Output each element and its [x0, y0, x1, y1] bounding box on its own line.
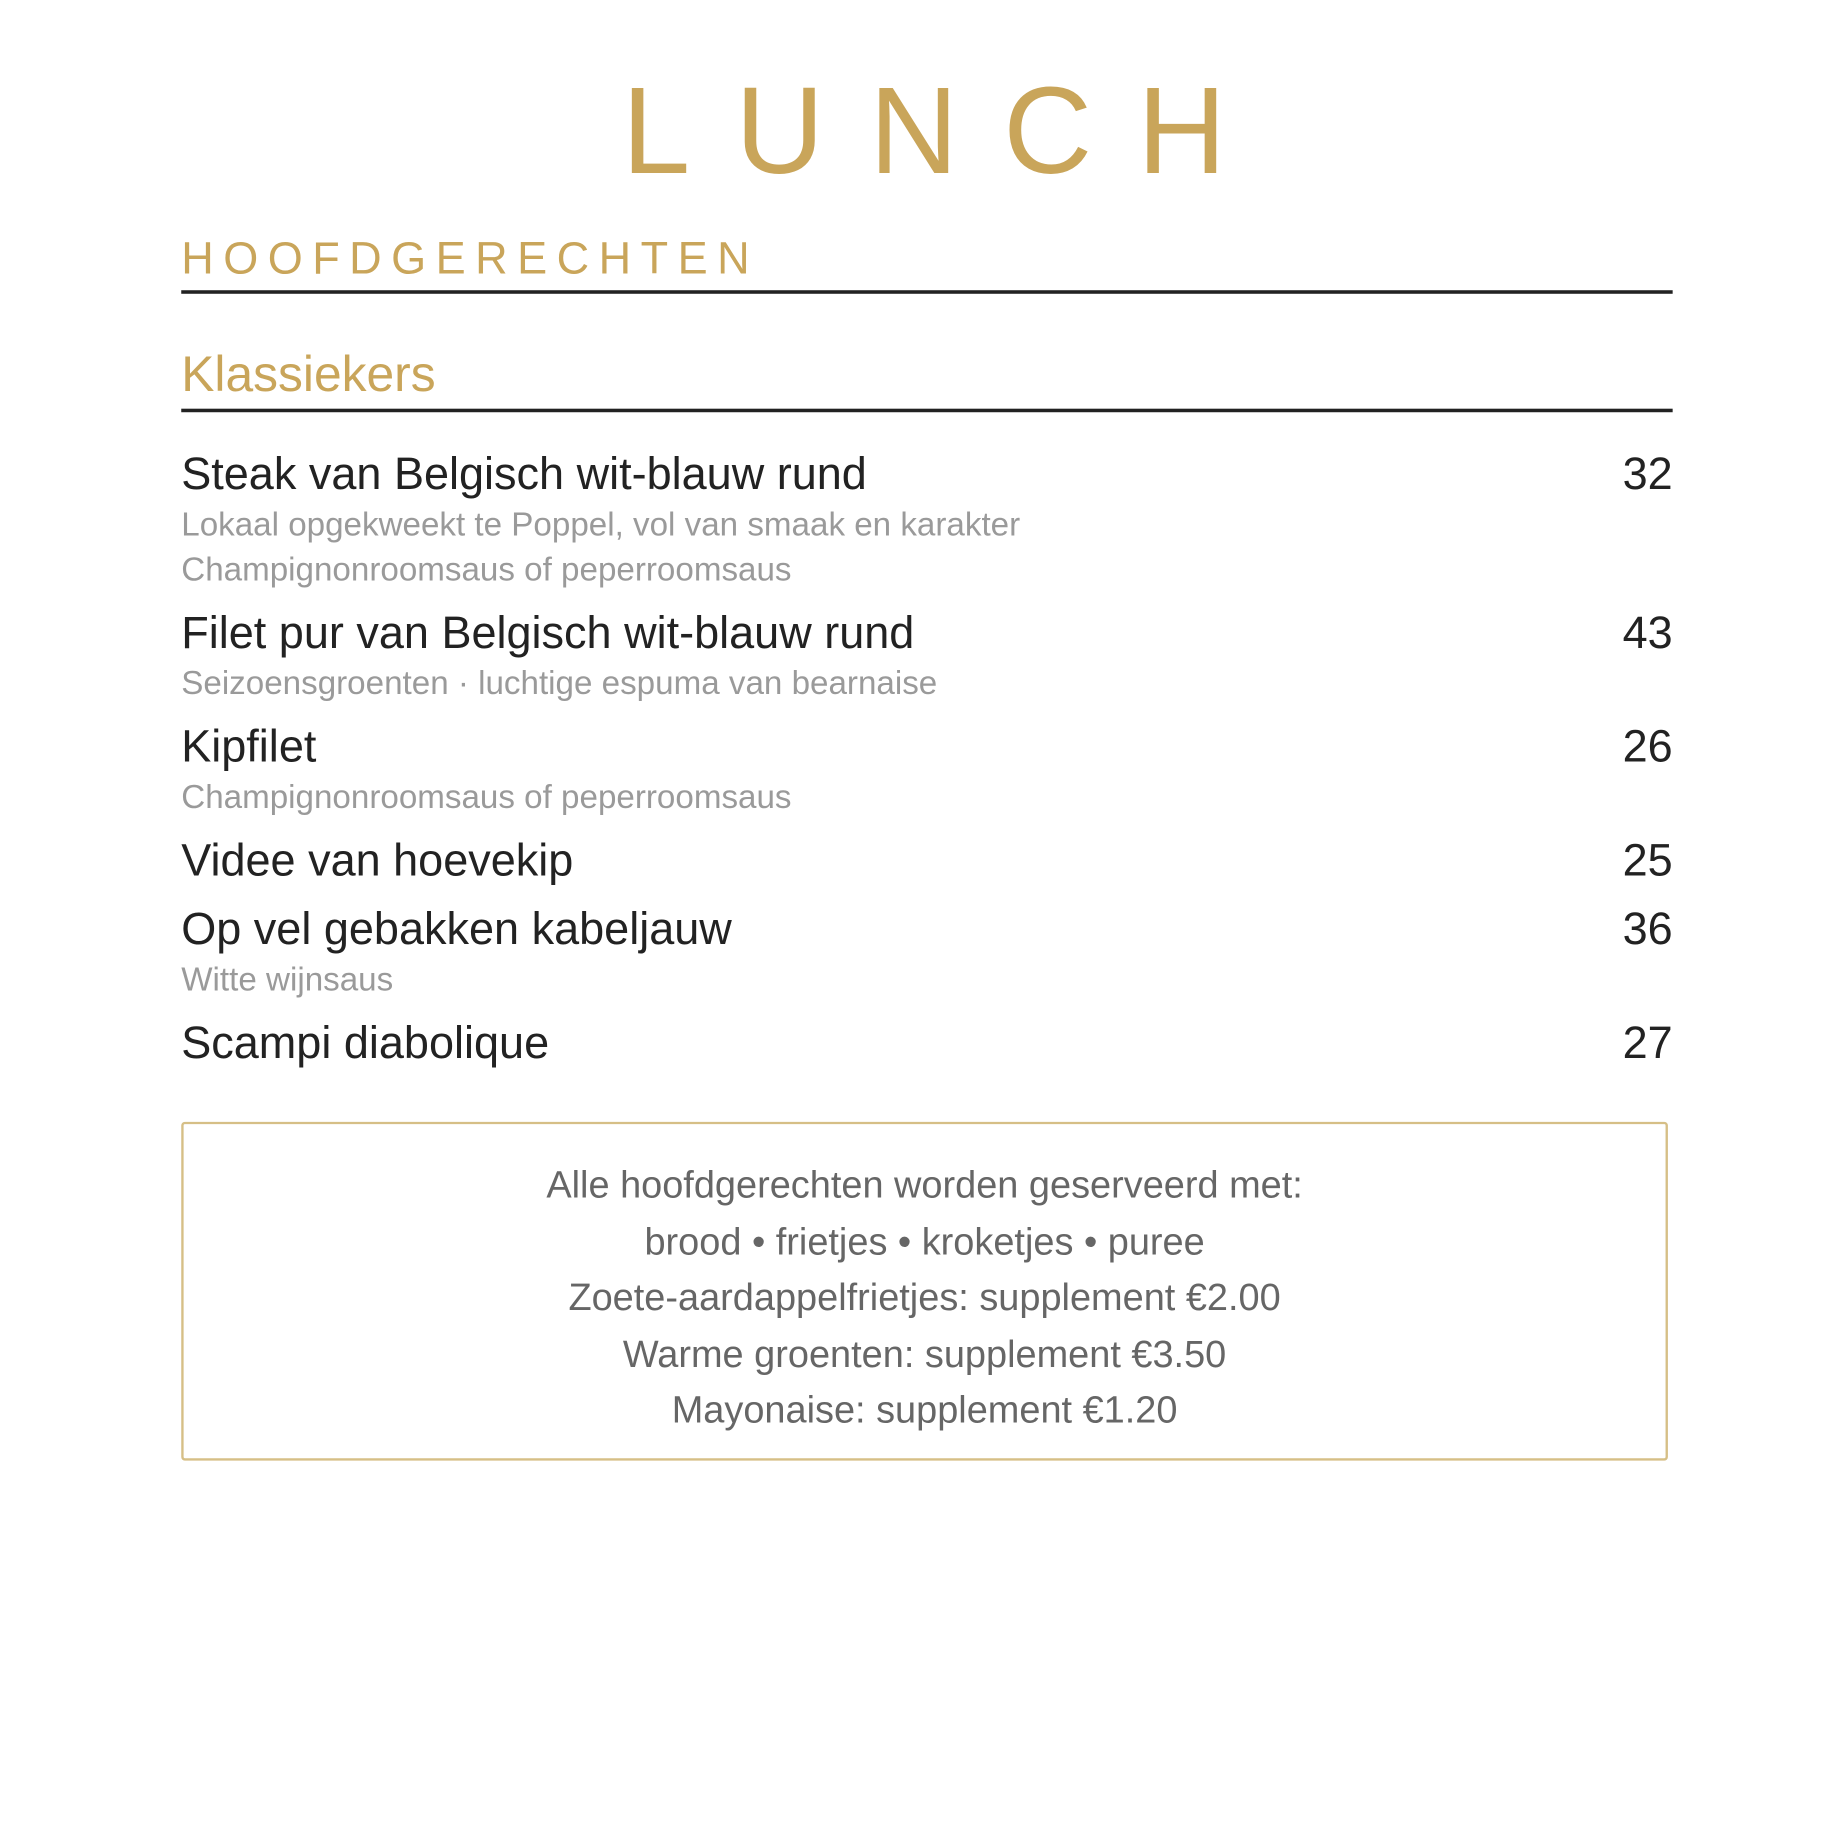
section-divider: [181, 290, 1672, 294]
item-description: Witte wijnsaus: [181, 960, 394, 998]
note-line: Zoete-aardappelfrietjes: supplement €2.00: [568, 1275, 1281, 1319]
item-description: Seizoensgroenten · luchtige espuma van bearnaise: [181, 664, 938, 702]
note-line: Warme groenten: supplement €3.50: [622, 1332, 1227, 1375]
sides-note-box: [181, 1122, 1668, 1461]
item-name: Videe van hoevekip: [181, 836, 574, 887]
item-name: Kipfilet: [181, 722, 317, 773]
item-price: 32: [1622, 450, 1673, 500]
section-heading: HOOFDGERECHTEN: [181, 234, 760, 285]
menu-item: [181, 720, 1672, 820]
page-title: LUNCH: [621, 62, 1272, 201]
item-price: 36: [1622, 905, 1673, 955]
item-price: 26: [1622, 722, 1673, 773]
note-line: brood • frietjes • kroketjes • puree: [644, 1219, 1205, 1263]
menu-item: [181, 607, 1672, 707]
item-name: Scampi diabolique: [181, 1018, 550, 1069]
item-description: Champignonroomsaus of peperroomsaus: [181, 550, 792, 588]
item-name: Op vel gebakken kabeljauw: [181, 905, 732, 955]
note-line: Alle hoofdgerechten worden geserveerd met:: [546, 1163, 1303, 1206]
item-name: Steak van Belgisch wit-blauw rund: [181, 450, 867, 500]
menu-item: [181, 903, 1672, 1003]
item-price: 27: [1622, 1018, 1673, 1069]
note-line: Mayonaise: supplement €1.20: [671, 1388, 1178, 1431]
item-price: 25: [1622, 836, 1673, 887]
item-description: Lokaal opgekweekt te Poppel, vol van smaak en karakter: [181, 505, 1021, 543]
menu-item: [181, 1016, 1672, 1070]
item-description: Champignonroomsaus of peperroomsaus: [181, 778, 792, 816]
menu-items: [181, 448, 1672, 1085]
subsection-heading: Klassiekers: [181, 345, 436, 402]
item-price: 43: [1622, 608, 1673, 659]
menu-item: [181, 834, 1672, 888]
item-name: Filet pur van Belgisch wit-blauw rund: [181, 608, 915, 659]
subsection-divider: [181, 409, 1672, 413]
menu-item: [181, 448, 1672, 593]
